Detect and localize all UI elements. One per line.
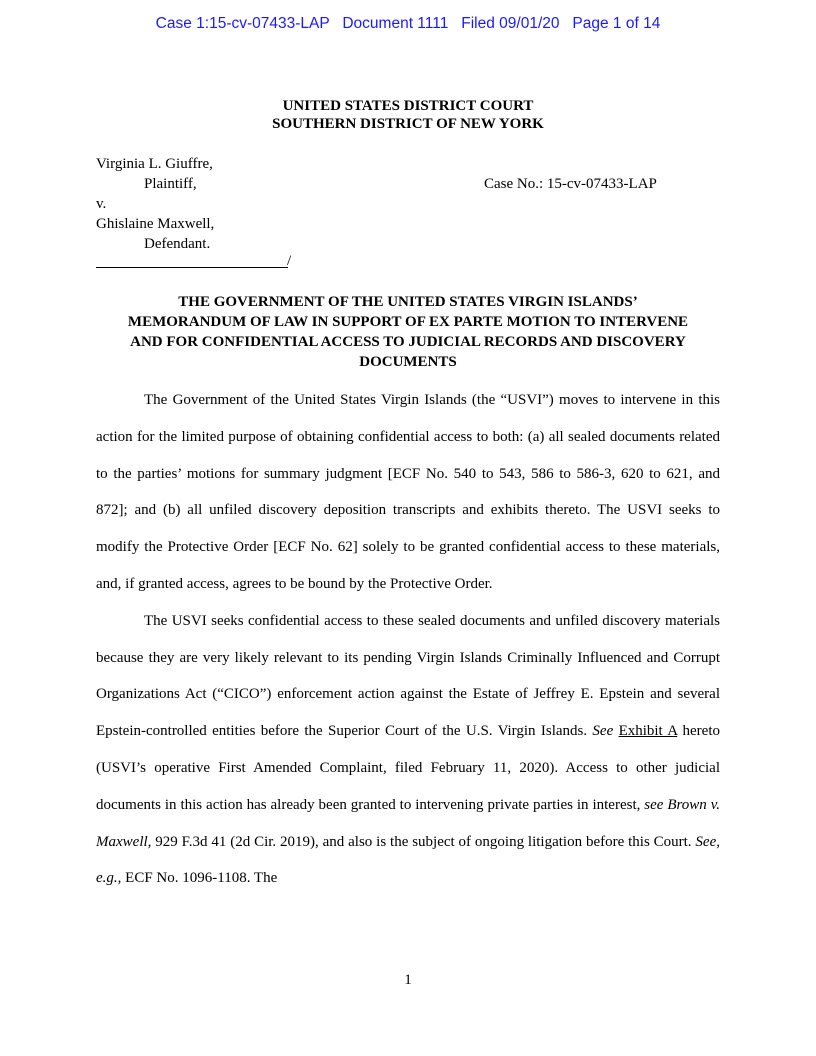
title-line-3: AND FOR CONFIDENTIAL ACCESS TO JUDICIAL RECORDS AND DISCOVERY: [130, 334, 686, 350]
p2-comma: ,: [716, 833, 720, 850]
plaintiff-role: Plaintiff,: [144, 176, 197, 192]
caption-slash: /: [287, 253, 292, 269]
court-name: UNITED STATES DISTRICT COURT: [282, 98, 534, 114]
title-line-1: THE GOVERNMENT OF THE UNITED STATES VIRGIN ISLANDS’: [178, 294, 638, 310]
p2-text-d: , ECF No. 1096-1108. The: [117, 870, 278, 887]
p2-text-c: , 929 F.3d 41 (2d Cir. 2019), and also is the subject of ongoing litigation before this Court.: [147, 833, 696, 850]
exhibit-a-reference: Exhibit A: [618, 723, 678, 740]
citation-eg: e.g.: [96, 870, 118, 887]
court-heading: [0, 97, 816, 133]
caption-rule: [96, 249, 288, 268]
paragraph-1: The Government of the United States Virgin Islands (the “USVI”) moves to intervene in this action for the limited purpose of obtaining confidential access to both: (a) all sealed documents related to the parties’ motions for summary judgment [ECF No. 540 to 543, 586 to 586-3, 620 to 621, and 872]; and (b) all unfiled discovery deposition transcripts and exhibits thereto. The USVI seeks to modify the Protective Order [ECF No. 62] solely to be granted confidential access to these materials, and, if granted access, agrees to be bound by the Protective Order.: [96, 392, 720, 592]
p2-text-a: The USVI seeks confidential access to these sealed documents and unfiled discovery materials because they are very likely relevant to its pending Virgin Islands Criminally Influenced and Corrupt Organizations Act (“CICO”) enforcement action against the Estate of Jeffrey E. Epstein and several Epstein-controlled entities before the Superior Court of the U.S. Virgin Islands.: [96, 612, 720, 740]
document-title: [96, 292, 720, 372]
page-number: 1: [404, 972, 412, 988]
case-number: Case No.: 15-cv-07433-LAP: [484, 176, 657, 192]
ecf-header-stamp: Case 1:15-cv-07433-LAP Document 1111 Filed 09/01/20 Page 1 of 14: [155, 15, 661, 32]
defendant-role: Defendant.: [144, 236, 211, 252]
p2-text-b: hereto (USVI’s operative First Amended Complaint, filed February 11, 2020). Access to other judicial documents in this action has already been granted to intervening private parties in interest,: [96, 723, 721, 813]
court-district: SOUTHERN DISTRICT OF NEW YORK: [272, 116, 544, 132]
memorandum-body: [96, 382, 720, 897]
title-line-2: MEMORANDUM OF LAW IN SUPPORT OF EX PARTE MOTION TO INTERVENE: [127, 314, 689, 330]
title-line-4: DOCUMENTS: [359, 354, 457, 370]
citation-see-2: See: [695, 833, 717, 850]
versus: v.: [96, 196, 107, 212]
defendant-name: Ghislaine Maxwell,: [96, 216, 215, 232]
plaintiff-name: Virginia L. Giuffre,: [96, 156, 213, 172]
case-citation: see Brown v. Maxwell: [96, 796, 720, 850]
citation-see: See: [592, 723, 614, 740]
paragraph-2: [96, 603, 720, 897]
